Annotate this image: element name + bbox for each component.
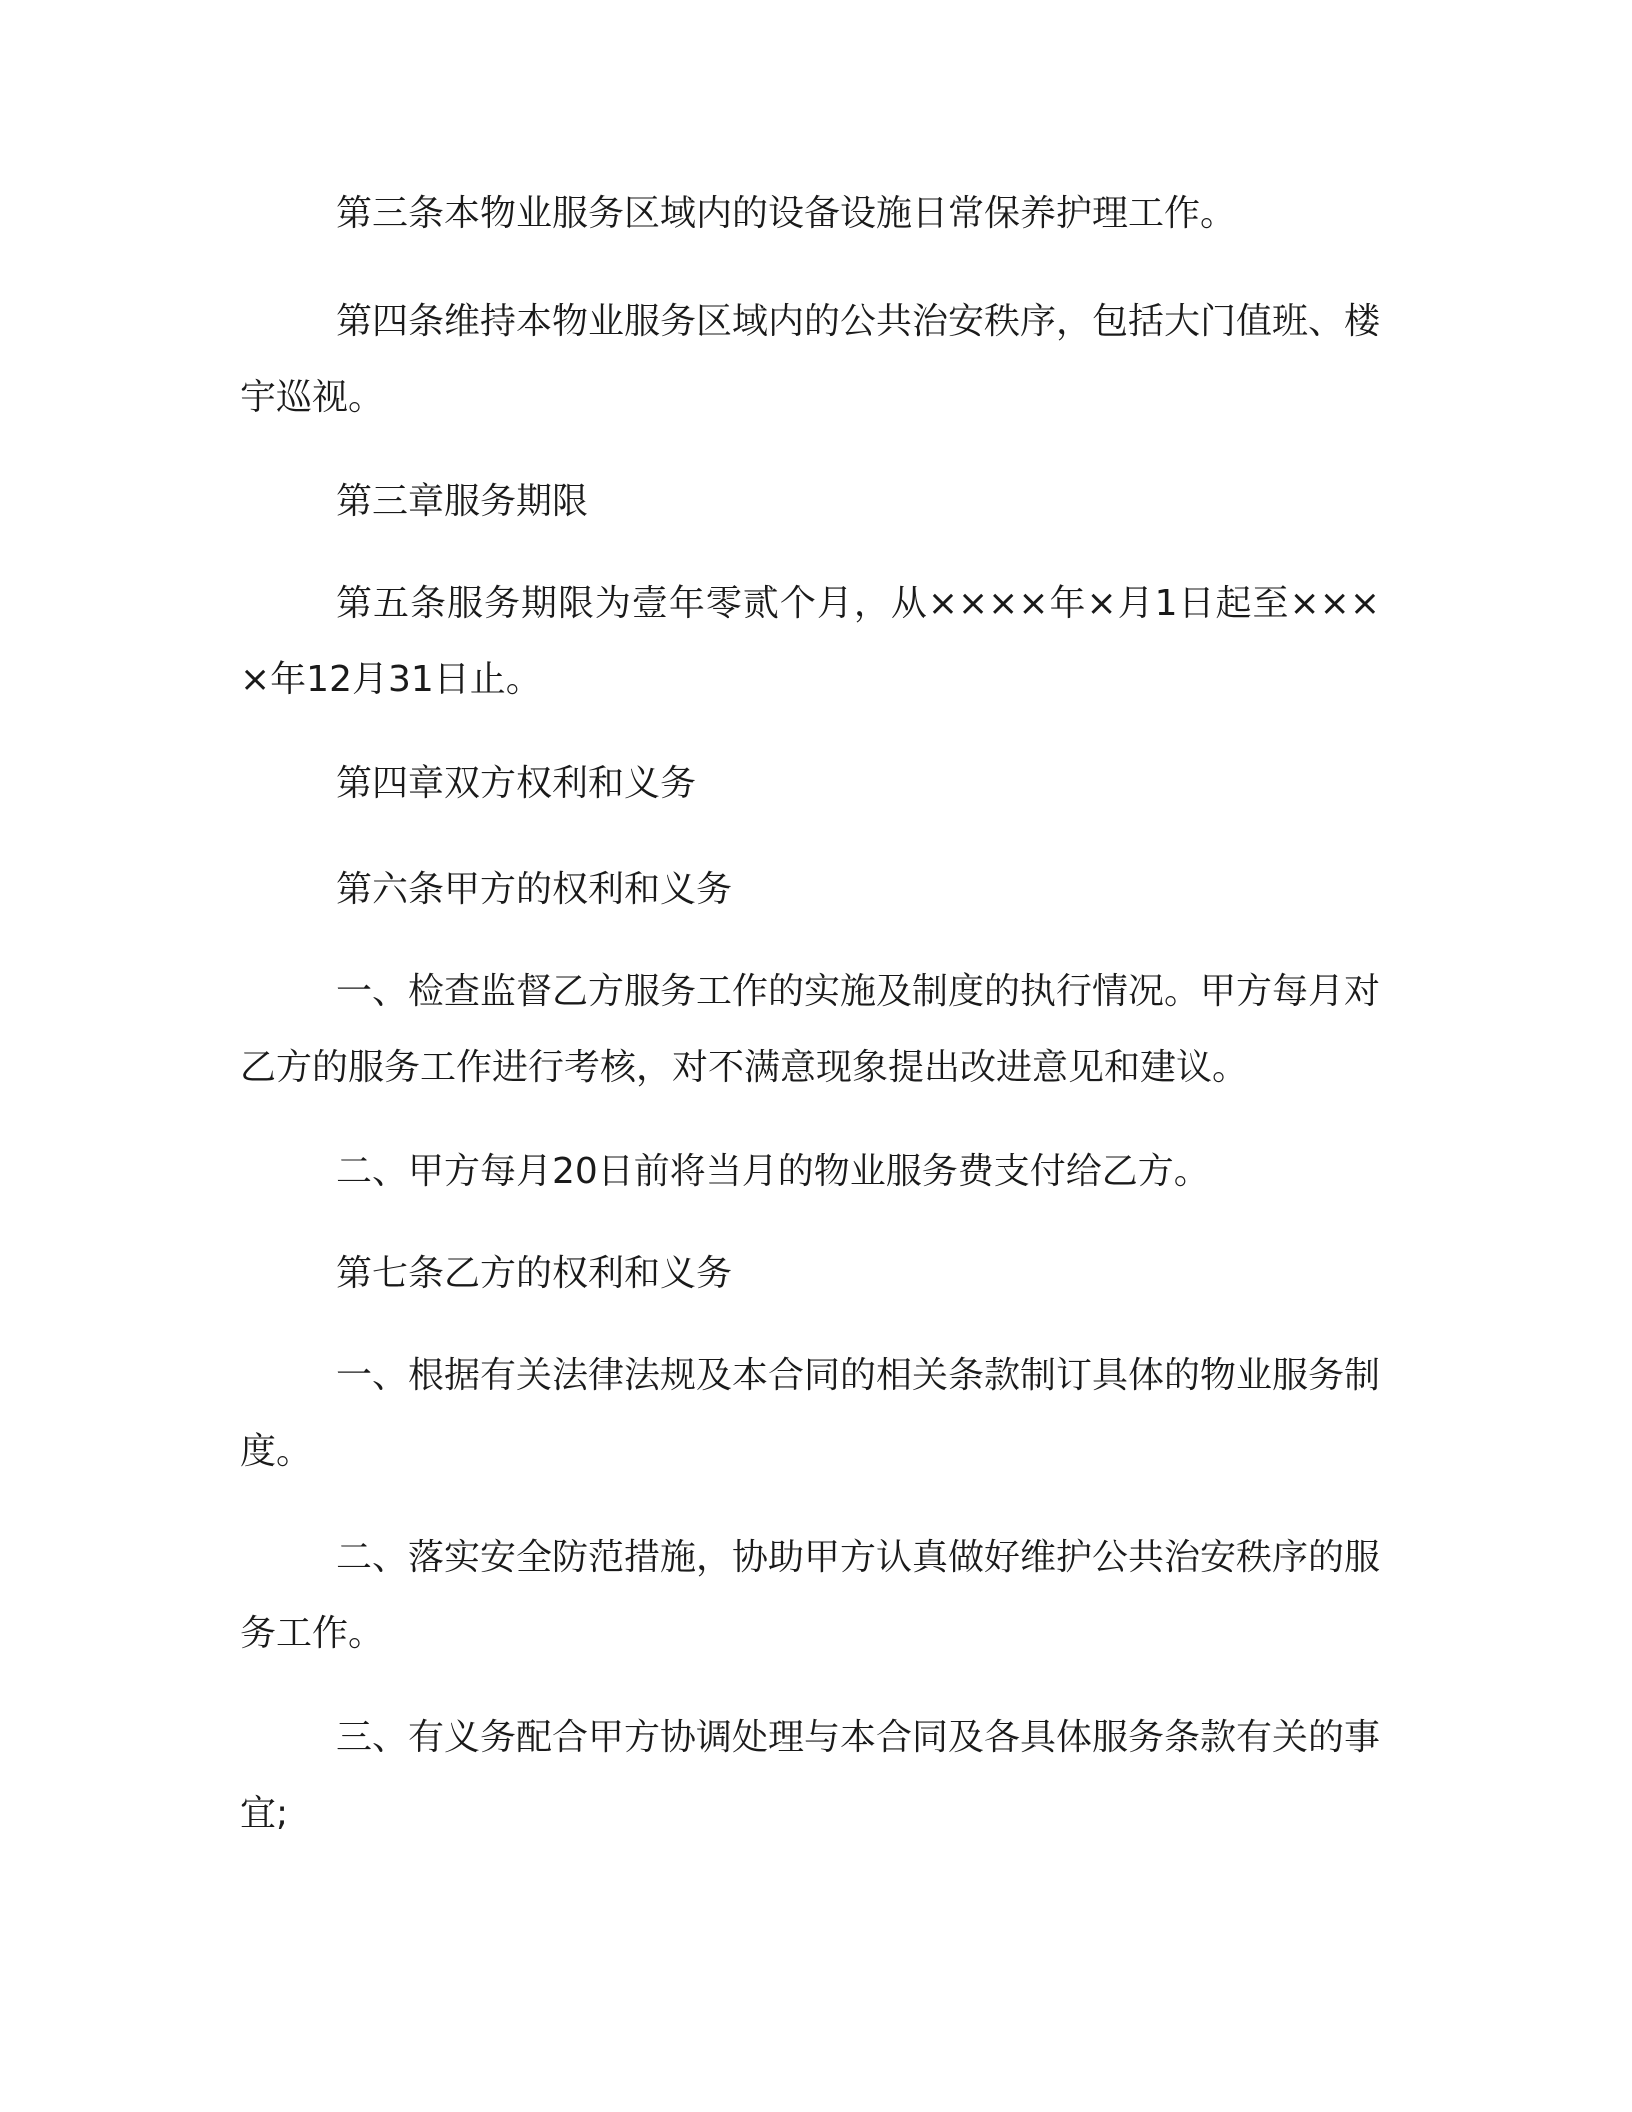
article-7-item-3: 三、有义务配合甲方协调处理与本合同及各具体服务条款有关的事宜; xyxy=(240,1717,1381,1834)
article-5-paragraph: 第五条服务期限为壹年零贰个月，从××××年×月1日起至××××年12月31日止。 xyxy=(240,583,1380,700)
article-6-item-2: 二、甲方每月20日前将当月的物业服务费支付给乙方。 xyxy=(336,1151,1210,1192)
article-7-item-1: 一、根据有关法律法规及本合同的相关条款制订具体的物业服务制度。 xyxy=(240,1355,1381,1472)
chapter-4-heading: 第四章双方权利和义务 xyxy=(336,763,697,804)
article-6-item-1: 一、检查监督乙方服务工作的实施及制度的执行情况。甲方每月对乙方的服务工作进行考核，对不满意现象提出改进意见和建议。 xyxy=(240,971,1381,1088)
chapter-3-heading: 第三章服务期限 xyxy=(336,481,589,522)
article-7-heading: 第七条乙方的权利和义务 xyxy=(336,1253,733,1294)
article-3-paragraph: 第三条本物业服务区域内的设备设施日常保养护理工作。 xyxy=(336,193,1237,234)
article-7-item-2: 二、落实安全防范措施，协助甲方认真做好维护公共治安秩序的服务工作。 xyxy=(240,1537,1381,1654)
article-4-paragraph: 第四条维持本物业服务区域内的公共治安秩序，包括大门值班、楼宇巡视。 xyxy=(240,301,1381,418)
article-6-heading: 第六条甲方的权利和义务 xyxy=(336,869,733,910)
